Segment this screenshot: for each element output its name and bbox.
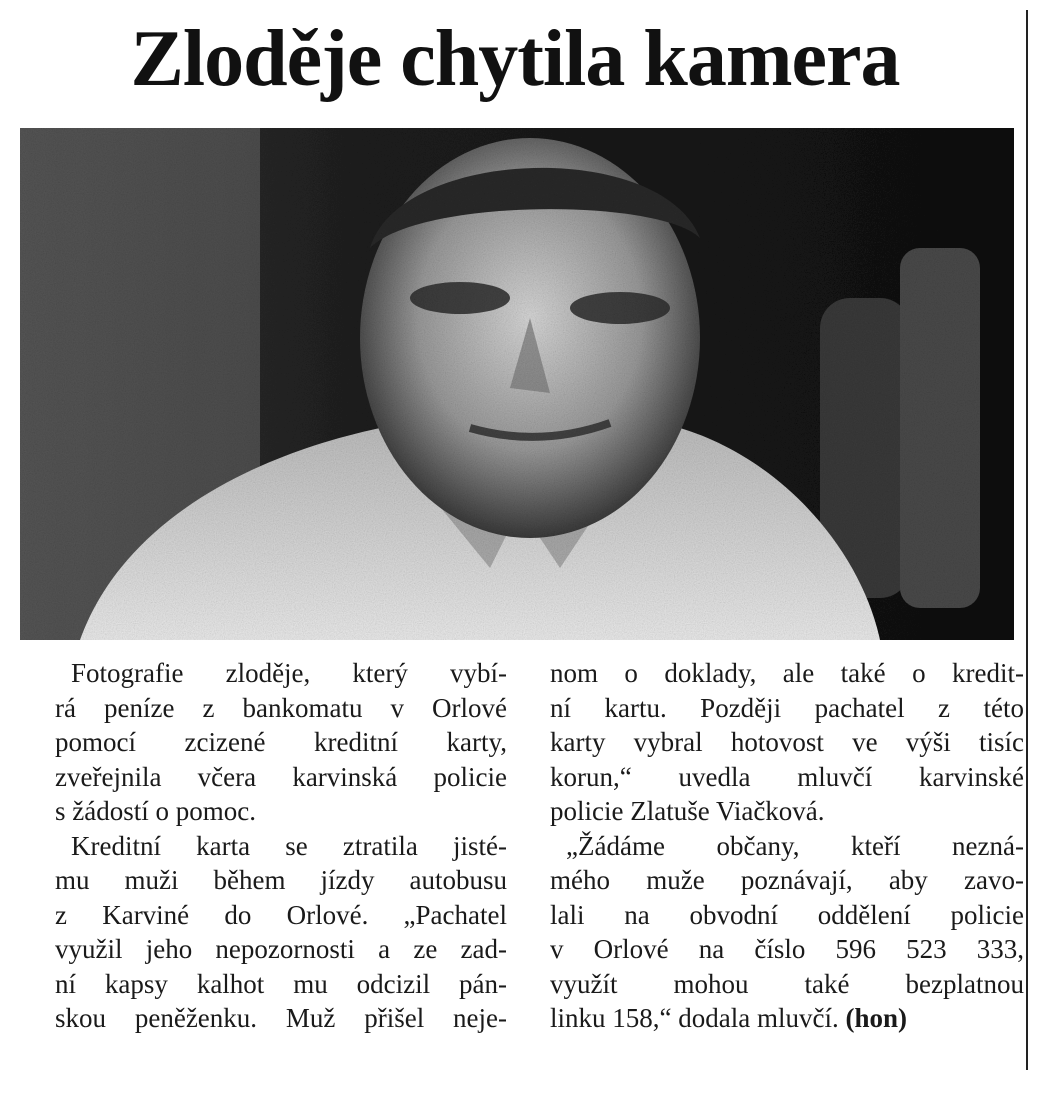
text-line: Fotografie zloděje, který vybí- (71, 658, 507, 688)
text-line: mého muže poznávají, aby zavo- (550, 865, 1024, 895)
text-line: nom o doklady, ale také o kredit- (550, 658, 1024, 688)
text-line: ní kartu. Později pachatel z této (550, 692, 1024, 723)
text-line: korun,“ uvedla mluvčí karvinské (550, 761, 1024, 792)
text-line: „Žádáme občany, kteří nezná- (566, 830, 1024, 861)
text-line: z Karviné do Orlové. „Pachatel (55, 899, 507, 930)
text-line: karty vybral hotovost ve výši tisíc (550, 727, 1024, 757)
article-column-right (550, 656, 1024, 1036)
article-column-left (55, 656, 507, 1036)
text-line: pomocí zcizené kreditní karty, (55, 727, 507, 757)
text-line: rá peníze z bankomatu v Orlové (55, 692, 507, 723)
text-line: využil jeho nepozornosti a ze zad- (55, 934, 507, 964)
text-line: využít mohou také bezplatnou (550, 968, 1024, 999)
text-line: mu muži během jízdy autobusu (55, 865, 507, 895)
column-rule (1026, 10, 1028, 1070)
surveillance-photo (20, 128, 1014, 640)
text-line: v Orlové na číslo 596 523 333, (550, 934, 1024, 964)
text-line: s žádostí o pomoc. (55, 796, 256, 826)
headline: Zloděje chytila kamera (130, 15, 900, 103)
surveillance-photo-icon (20, 128, 1014, 640)
text-line: lali na obvodní oddělení policie (550, 899, 1024, 930)
text-line-final (550, 1001, 1024, 1036)
text-line: policie Zlatuše Viačková. (550, 796, 825, 826)
text-line: zveřejnila včera karvinská policie (55, 761, 507, 792)
text-line: Kreditní karta se ztratila jisté- (71, 830, 507, 861)
byline: (hon) (845, 1003, 907, 1033)
final-text: linku 158,“ dodala mluvčí. (550, 1003, 839, 1033)
text-line: ní kapsy kalhot mu odcizil pán- (55, 968, 507, 999)
text-line: skou peněženku. Muž přišel neje- (55, 1003, 507, 1033)
